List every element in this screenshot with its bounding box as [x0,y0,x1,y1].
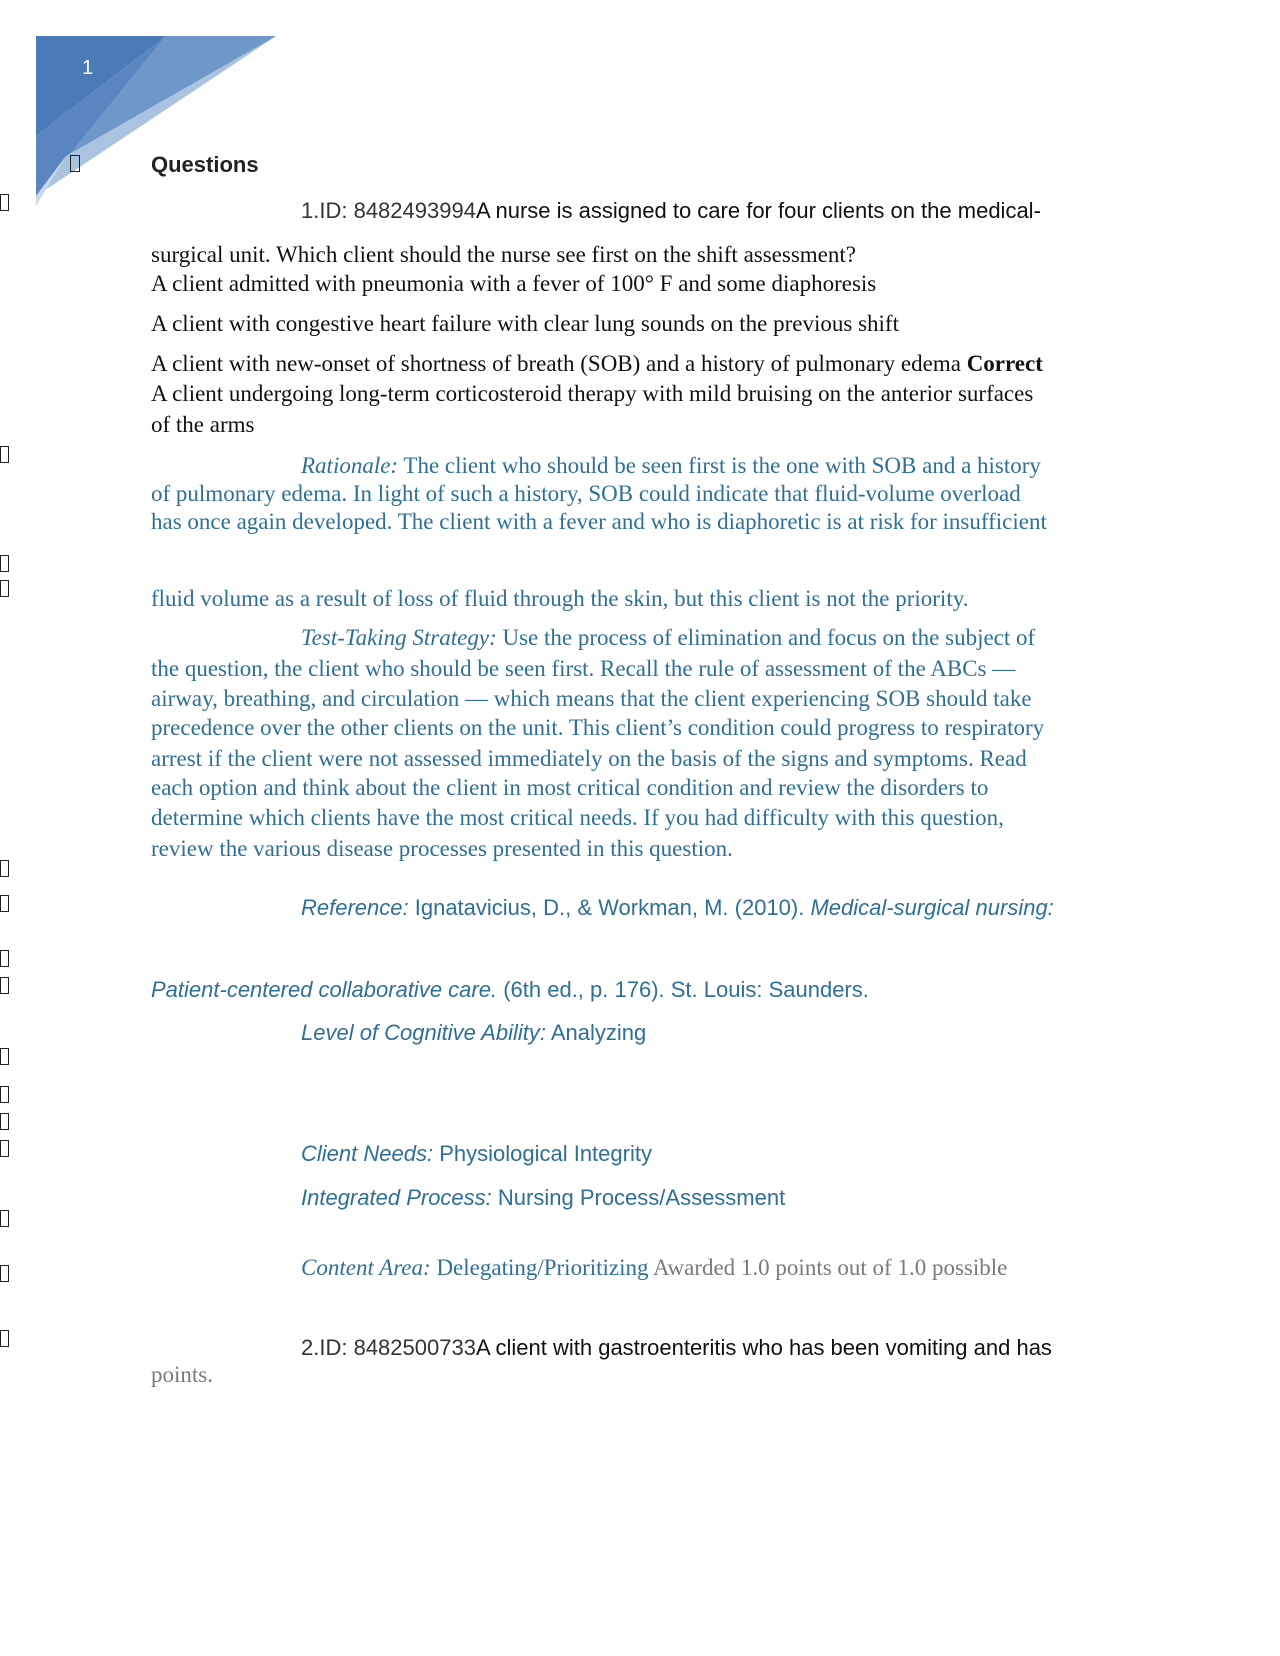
gutter-glyph [0,860,9,877]
gutter-glyph [0,1210,9,1227]
gutter-glyph [0,555,9,572]
client-needs [301,1143,652,1165]
question-number: 2. [301,1335,320,1360]
reference-title: Medical-surgical nursing: [810,895,1054,920]
question-continuation: surgical unit. Which client should the nurse see first on the shift assessment? [151,242,856,267]
gutter-glyph [0,950,9,967]
reference-title-cont: Patient-centered collaborative care. [151,977,498,1002]
reference-label: Reference: [301,895,409,920]
question-1-header [301,200,1041,222]
content-area-value: Delegating/Prioritizing [430,1255,649,1280]
awarded-text: Awarded 1.0 points out of 1.0 possible [648,1255,1008,1280]
page-number: 1 [82,57,94,79]
gutter-glyph [0,580,9,597]
strategy-line: each option and think about the client in most critical condition and review the disorders to [151,775,989,800]
rationale-line: fluid volume as a result of loss of fluid through the skin, but this client is not the priority. [151,586,969,611]
strategy-line: precedence over the other clients on the unit. This client’s condition could progress to respiratory [151,715,1045,740]
question-lead: A client with gastroenteritis who has been vomiting and has [475,1335,1052,1360]
answer-option[interactable]: A client undergoing long-term corticosteroid therapy with mild bruising on the anterior surfaces [151,381,1034,406]
answer-option[interactable]: A client with congestive heart failure with clear lung sounds on the previous shift [151,311,899,336]
client-needs-value: Physiological Integrity [433,1141,652,1166]
question-lead: A nurse is assigned to care for four clients on the medical- [475,198,1041,223]
strategy-line: review the various disease processes presented in this question. [151,836,733,861]
gutter-glyph [0,1265,9,1282]
strategy-line: determine which clients have the most critical needs. If you had difficulty with this question, [151,805,1004,830]
gutter-glyph [0,1140,9,1157]
rationale-line: has once again developed. The client with a fever and who is diaphoretic is at risk for insufficient [151,509,1047,534]
corner-decoration [36,36,276,206]
gutter-glyph [0,1048,9,1065]
reference-second-line [151,979,869,1001]
question-id: ID: 8482500733 [319,1335,476,1360]
awarded-text-cont: points. [151,1362,213,1387]
reference-authors: Ignatavicius, D., & Workman, M. (2010). [408,895,811,920]
gutter-glyph [0,895,9,912]
question-id: ID: 8482493994 [319,198,476,223]
question-2-header [301,1337,1052,1359]
answer-option-text: A client with new-onset of shortness of breath (SOB) and a history of pulmonary edema [151,351,961,376]
gutter-glyph [0,194,9,211]
rationale-first-line [301,454,1041,477]
strategy-line: airway, breathing, and circulation — which means that the client experiencing SOB should take [151,686,1032,711]
integrated-process-value: Nursing Process/Assessment [491,1185,786,1210]
rationale-label: Rationale: [301,453,399,478]
section-title: Questions [151,152,259,177]
strategy-line: the question, the client who should be seen first. Recall the rule of assessment of the ABCs — [151,656,1016,681]
gutter-glyph [0,977,9,994]
answer-option[interactable]: A client admitted with pneumonia with a fever of 100° F and some diaphoresis [151,271,877,296]
integrated-process [301,1187,785,1209]
strategy-line: arrest if the client were not assessed immediately on the basis of the signs and symptoms. Read [151,746,1027,771]
reference-rest: (6th ed., p. 176). St. Louis: Saunders. [497,977,869,1002]
bullet-glyph [70,155,80,172]
gutter-glyph [0,1113,9,1130]
strategy-text: Use the process of elimination and focus on the subject of [496,625,1036,650]
integrated-process-label: Integrated Process: [301,1185,492,1210]
rationale-text: The client who should be seen first is the one with SOB and a history [398,453,1041,478]
correct-label: Correct [966,351,1043,376]
gutter-glyph [0,446,9,463]
cognitive-label: Level of Cognitive Ability: [301,1020,546,1045]
strategy-label: Test-Taking Strategy: [301,625,497,650]
client-needs-label: Client Needs: [301,1141,434,1166]
cognitive-level [301,1022,646,1044]
gutter-glyph [0,1086,9,1103]
content-area-line [301,1256,1007,1279]
strategy-first-line [301,626,1035,649]
rationale-line: of pulmonary edema. In light of such a history, SOB could indicate that fluid-volume overload [151,481,1021,506]
content-area-label: Content Area: [301,1255,431,1280]
reference-first-line [301,897,1054,919]
answer-option-wrap: of the arms [151,412,255,437]
cognitive-value: Analyzing [545,1020,647,1045]
question-number: 1. [301,198,320,223]
gutter-glyph [0,1330,9,1347]
answer-option-correct[interactable] [151,352,1043,375]
